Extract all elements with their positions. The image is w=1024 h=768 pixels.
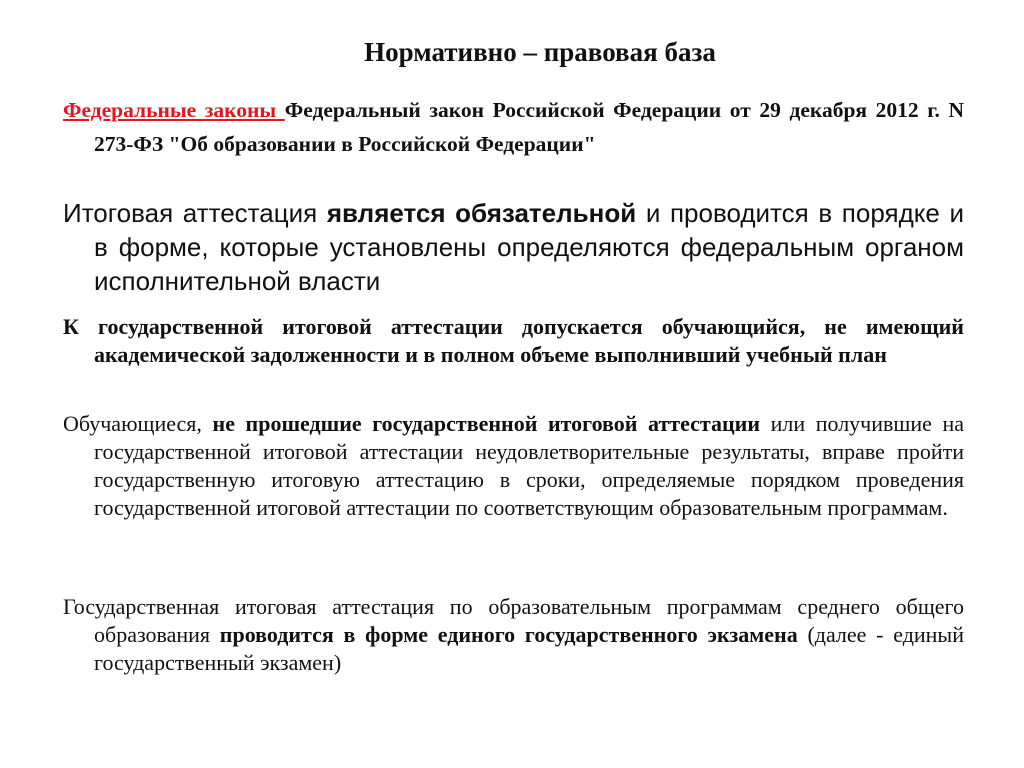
gia-paragraph [63,593,964,677]
attestation-text-end: и проводится в порядке и в форме, которые установлены определяются федеральным органом исполнительной власти [94,198,965,296]
students-text-end: или получившие на государственной итоговой аттестации неудовлетворительные результаты, вправе пройти государственную итоговую аттестацию в сроки, определяемые порядком проведения государственной итоговой аттестации по соответствующим образовательным программам. [94,411,964,520]
gia-emphasis: проводится в форме единого государственного экзамена [219,622,798,647]
attestation-paragraph [63,196,964,298]
slide-title: Нормативно – правовая база [364,37,716,67]
students-emphasis: не прошедшие государственной итоговой аттестации [212,411,760,436]
admission-paragraph: К государственной итоговой аттестации допускается обучающийся, не имеющий академической задолженности и в полном объеме выполнивший учебный план [63,314,964,367]
federal-laws-label: Федеральные законы [63,98,285,122]
gia-text-start: Государственная итоговая аттестация по образовательным программам среднего общего образования [63,594,964,647]
gia-text-end: (далее - единый государственный экзамен) [94,622,964,675]
federal-laws-paragraph [63,93,964,161]
attestation-text-start: Итоговая аттестация [63,198,327,228]
students-paragraph [63,410,964,522]
federal-laws-label-spacer [276,98,285,122]
federal-law-text: Федеральный закон Российской Федерации от 29 декабря 2012 г. N 273-ФЗ "Об образовании в Российской Федерации" [94,98,965,156]
attestation-emphasis: является обязательной [326,198,637,228]
students-text-start: Обучающиеся, [63,411,213,436]
